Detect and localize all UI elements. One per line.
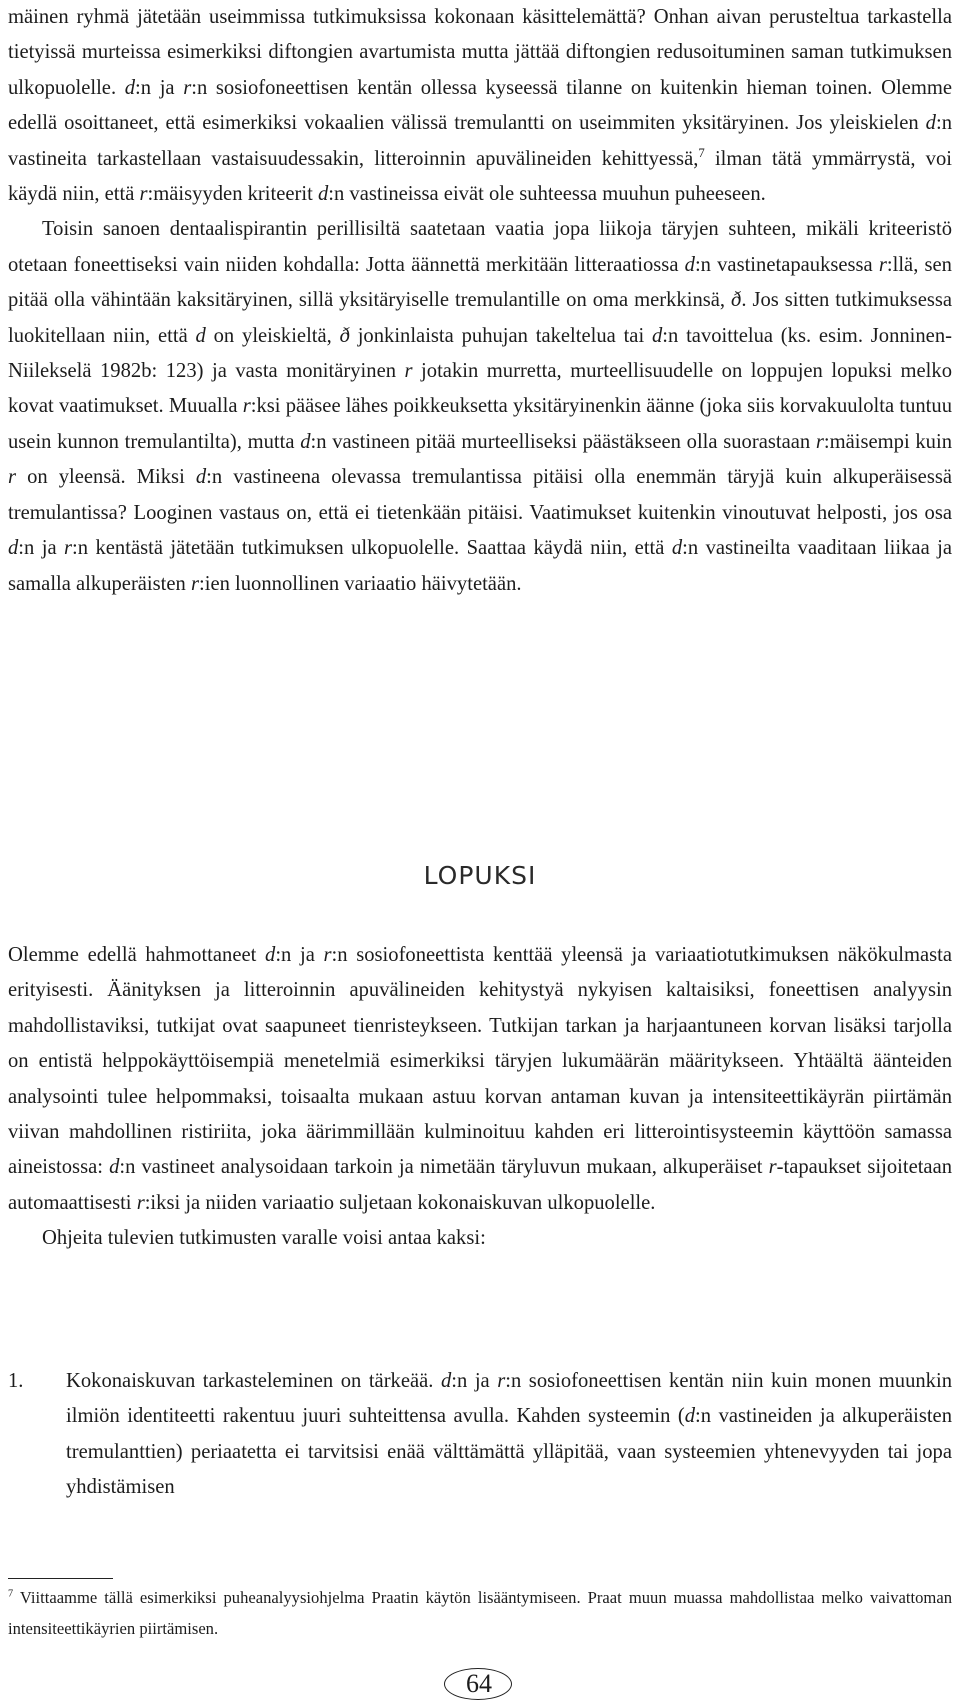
text-run: :ksi pääsee lähes poikkeuksetta yksitäryinenkin äänne (joka siis korvakuulolta tuntuu usein kunnon tremulantilta), mutta — [8, 395, 952, 453]
list-item — [8, 1364, 952, 1506]
text-run: :n vastineita tarkastellaan vastaisuudessakin, litteroinnin apuvälineiden kehittyessä, — [8, 112, 952, 170]
italic-term: d — [671, 537, 683, 560]
italic-term: d — [195, 324, 206, 347]
text-run: :n vastineilta vaaditaan liikaa ja samalla alkuperäisten — [8, 537, 952, 595]
text-run: :n kentästä jätetään tutkimuksen ulkopuolelle. Saattaa käydä niin, että — [72, 537, 672, 560]
text-run: Ohjeita tulevien tutkimusten varalle voisi antaa kaksi: — [42, 1227, 486, 1250]
italic-term: r — [64, 537, 73, 560]
text-run: :n sosiofoneettista kenttää yleensä ja variaatiotutkimuksen näkökulmasta erityisesti. Äänityksen ja litteroinnin apuvälineiden kehitystyä nykyisen kaltaisiksi, foneettisen analyysin mahdollistaviksi, tutkijat ovat saapuneet tienristeykseen. Tutkijan tarkan ja harjaantuneen korvan lisäksi tarjolla on entistä helppokäyttöisempiä menetelmiä esimerkiksi täryjen lukumäärän määritykseen. Yhtäältä äänteiden analysointi tulee helpommaksi, toisaalta mukaan astuu korvan antaman kuvan ja intensiteettikäyrän piirtämän viivan mahdollinen ristiriita, joka äärimmillään kulminoituu kahden eri litterointisysteemin käyttöön samassa aineistossa: — [8, 944, 952, 1179]
text-run: jonkinlaista puhujan takeltelua tai — [349, 324, 652, 347]
body-text-section — [8, 938, 952, 1257]
text-run: :ien luonnollinen variaatio häivytetään. — [199, 572, 522, 595]
italic-term: r — [242, 395, 251, 418]
italic-term: d — [265, 944, 276, 966]
text-run: :mäisempi kuin — [823, 430, 952, 453]
text-run: :n ja — [275, 944, 324, 966]
body-text-section — [8, 0, 952, 602]
text-run: :n ja — [135, 76, 184, 99]
text-run: ilman tätä ymmärrystä, voi käydä niin, että — [8, 147, 952, 206]
italic-term: d — [684, 1405, 696, 1428]
text-run: jotakin murretta, murteellisuudelle on loppujen lopuksi melko kovat vaatimukset. Muualla — [8, 360, 953, 418]
italic-term: r — [323, 944, 332, 966]
list-number: 1. — [8, 1370, 24, 1392]
italic-term: d — [651, 324, 663, 347]
paragraph — [8, 0, 952, 212]
text-run: :n vastineena olevassa tremulantissa pitäisi olla enemmän täryjä kuin alkuperäisessä tremulantissa? Looginen vastaus on, että ei tietenkään pitäisi. Vaatimukset kuitenkin vinoutuvat helposti, jos osa — [8, 466, 952, 524]
text-run: Olemme edellä hahmottaneet — [8, 944, 266, 966]
italic-term: d — [440, 1370, 452, 1392]
text-run: :n tavoittelua (ks. esim. Jonninen-Niilekselä 1982b: 123) ja vasta monitäryinen — [8, 324, 952, 383]
text-run: :n sosiofoneettisen kentän ollessa kyseessä tilanne on kuitenkin hieman toinen. Olemme edellä osoittaneet, että esimerkiksi vokaalien välissä tremulantti on useimmiten yksitäryinen. Jos yleiskielen — [8, 76, 952, 135]
text-run: :iksi ja niiden variaatio suljetaan kokonaiskuvan ulkopuolelle. — [144, 1191, 656, 1214]
text-run: :mäisyyden kriteerit — [147, 183, 318, 206]
italic-term: d — [684, 253, 695, 276]
text-run: :n vastineiden ja alkuperäisten tremulanttien) periaatetta ei tarvitsisi enää välttämättä ylläpitää, vaan systeemien yhtenevyyden tai jopa yhdistämisen — [66, 1405, 952, 1499]
text-run: :n ja — [18, 537, 65, 560]
footnote-text: Viittaamme tällä esimerkiksi puheanalyysiohjelma Praatin käytön lisääntymiseen. Praat muun muassa mahdollistaa melko vaivattoman intensiteettikäyrien piirtämisen. — [8, 1588, 952, 1638]
text-run: :n vastineet analysoidaan tarkoin ja nimetään täryluvun mukaan, alkuperäiset — [119, 1156, 769, 1179]
italic-term: r — [815, 430, 824, 453]
italic-term: r — [878, 253, 887, 276]
numbered-list — [8, 1364, 952, 1506]
paragraph — [8, 938, 952, 1221]
italic-term: d — [195, 466, 207, 489]
footnote-divider — [8, 1578, 113, 1579]
italic-term: r — [139, 183, 148, 206]
text-run: Kokonaiskuvan tarkasteleminen on tärkeää. — [66, 1370, 441, 1392]
italic-term: d — [300, 430, 311, 453]
italic-term: d — [124, 76, 136, 99]
paragraph — [8, 212, 952, 601]
italic-term: r — [8, 466, 17, 489]
list-item-text — [66, 1364, 952, 1506]
italic-term: r — [183, 76, 192, 99]
text-run: :n vastinetapauksessa — [694, 253, 879, 276]
text-run: :n sosiofoneettisen kentän niin kuin monen muunkin ilmiön identiteetti rakentuu juuri suhteittensa avulla. Kahden systeemin ( — [66, 1370, 952, 1428]
italic-term: d — [317, 183, 329, 206]
footnote-marker: 7 — [8, 1588, 14, 1600]
text-run: -tapaukset sijoitetaan automaattisesti — [8, 1156, 953, 1214]
text-run: Toisin sanoen dentaalispirantin perillisiltä saatetaan vaatia jopa liikoja täryjen suhteen, mikäli kriteeristö otetaan foneettiseksi vain niiden kohdalla: Jotta äännettä merkitään litteraatiossa — [8, 218, 952, 276]
italic-term: r — [404, 360, 413, 383]
italic-term: d — [925, 112, 936, 135]
page-number — [444, 1667, 514, 1701]
text-run: . Jos sitten tutkimuksessa luokitellaan niin, että — [8, 289, 953, 347]
italic-term: r — [497, 1370, 506, 1392]
text-run: :n vastineissa eivät ole suhteessa muuhun puheeseen. — [328, 183, 766, 206]
italic-term: ð — [339, 324, 350, 347]
text-run: :llä, sen pitää olla vähintään kaksitäryinen, sillä yksitäryiselle tremulantille on oma merkkinsä, — [8, 253, 952, 312]
text-run: :n ja — [451, 1370, 498, 1392]
page-number-text: 64 — [466, 1669, 492, 1698]
section-heading: LOPUKSI — [423, 861, 537, 890]
footnote — [8, 1582, 952, 1644]
footnote-reference: 7 — [698, 145, 705, 160]
italic-term: r — [136, 1191, 145, 1214]
italic-term: r — [768, 1156, 777, 1179]
text-run: on yleensä. Miksi — [16, 466, 196, 489]
text-run: on yleiskieltä, — [205, 324, 340, 347]
italic-term: ð — [731, 289, 742, 312]
paragraph — [8, 1221, 952, 1256]
text-run: mäinen ryhmä jätetään useimmissa tutkimuksissa kokonaan käsittelemättä? Onhan aivan perusteltua tarkastella tietyissä murteissa esimerkiksi diftongien avartumista mutta jättää diftongien redusoituminen saman tutkimuksen ulkopuolelle. — [8, 6, 952, 99]
text-run: :n vastineen pitää murteelliseksi päästäkseen olla suorastaan — [310, 430, 816, 453]
italic-term: d — [109, 1156, 120, 1179]
italic-term: r — [190, 572, 199, 595]
italic-term: d — [8, 537, 19, 560]
